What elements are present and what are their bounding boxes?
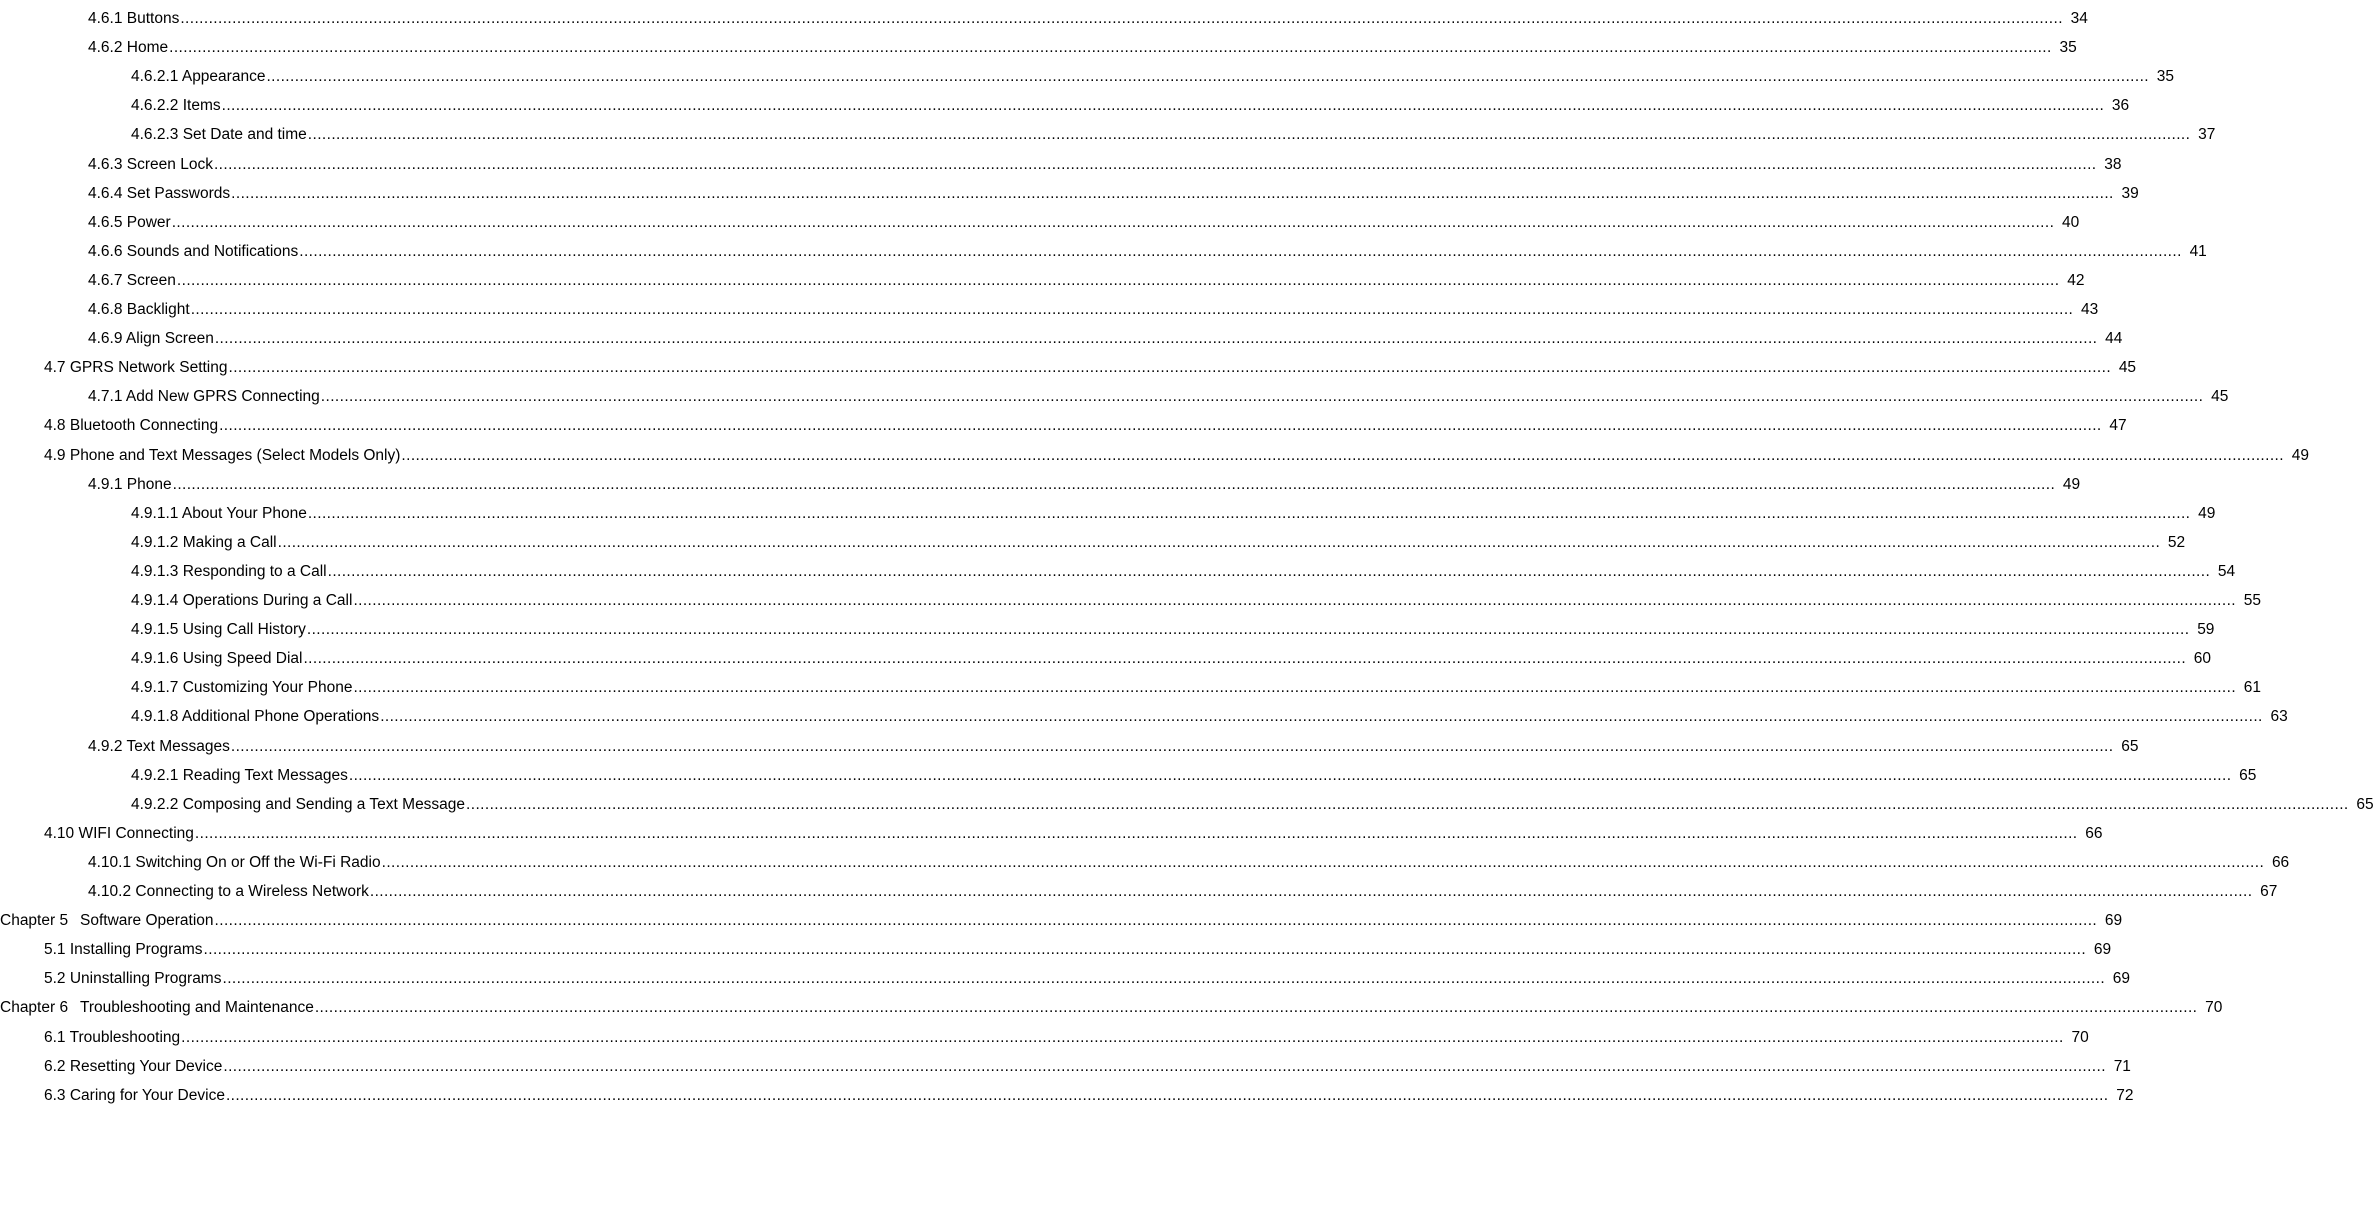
toc-entry-text: 4.6.2.3 Set Date and time — [131, 126, 307, 144]
toc-entry-text: 4.6.4 Set Passwords — [88, 184, 231, 202]
toc-dot-leader: ................................................................................................................................................................................................................................................................................................................................................................................................................ — [299, 242, 2182, 260]
toc-dot-leader: ................................................................................................................................................................................................................................................................................................................................................................................................................ — [169, 39, 2052, 57]
toc-page-number: 36 — [2111, 97, 2130, 115]
toc-entry-text: 4.7.1 Add New GPRS Connecting — [88, 388, 320, 406]
toc-entry-title[interactable] — [88, 214, 171, 232]
toc-chapter-entry[interactable] — [0, 904, 2123, 930]
toc-page-number: 69 — [2104, 912, 2123, 930]
toc-dot-leader: ................................................................................................................................................................................................................................................................................................................................................................................................................ — [172, 475, 2056, 493]
toc-page-number: 43 — [2081, 301, 2099, 318]
toc-dot-leader: ................................................................................................................................................................................................................................................................................................................................................................................................................ — [203, 941, 2087, 959]
toc-entry-text: 4.10.1 Switching On or Off the Wi-Fi Radio — [88, 853, 381, 871]
toc-entry-title[interactable] — [131, 796, 465, 814]
toc-entry-title[interactable] — [131, 679, 352, 697]
toc-entry-text: 4.9.1.2 Making a Call — [131, 533, 277, 551]
toc-entry-text: 4.6.7 Screen — [88, 271, 176, 289]
toc-entry-text: 4.9 Phone and Text Messages (Select Models Only) — [44, 446, 401, 464]
toc-page-number: 52 — [2167, 533, 2186, 551]
toc-page-number: 42 — [2067, 271, 2085, 289]
toc-entry[interactable] — [0, 584, 2261, 610]
toc-entry[interactable] — [0, 293, 2099, 319]
toc-page-number: 49 — [2062, 475, 2081, 493]
toc-entry[interactable] — [0, 962, 2131, 988]
toc-entry-title[interactable] — [0, 912, 214, 930]
toc-page-number: 54 — [2217, 562, 2236, 580]
toc-page-number: 66 — [2085, 824, 2103, 842]
toc-entry-text: 4.6.9 Align Screen — [88, 330, 214, 348]
toc-entry-text: 4.7 GPRS Network Setting — [44, 359, 228, 377]
toc-entry[interactable] — [0, 1021, 2089, 1047]
toc-entry-title[interactable] — [131, 592, 352, 610]
toc-entry[interactable] — [0, 759, 2257, 785]
toc-entry[interactable] — [0, 1050, 2131, 1076]
toc-entry[interactable] — [0, 351, 2137, 377]
toc-dot-leader: ................................................................................................................................................................................................................................................................................................................................................................................................................ — [230, 737, 2114, 755]
toc-page-number: 65 — [2356, 795, 2374, 813]
toc-entry[interactable] — [0, 177, 2139, 203]
toc-dot-leader: ................................................................................................................................................................................................................................................................................................................................................................................................................ — [353, 679, 2237, 697]
toc-entry-title[interactable] — [88, 738, 230, 756]
toc-entry-title[interactable] — [44, 1029, 180, 1047]
toc-entry-title[interactable] — [88, 272, 176, 290]
toc-entry[interactable] — [0, 409, 2127, 435]
toc-entry-title[interactable] — [0, 999, 314, 1017]
toc-entry-title[interactable] — [131, 708, 379, 726]
toc-dot-leader: ................................................................................................................................................................................................................................................................................................................................................................................................................ — [176, 271, 2060, 289]
toc-entry[interactable] — [0, 439, 2309, 465]
toc-entry-text: 6.3 Caring for Your Device — [44, 1086, 225, 1104]
toc-entry-title[interactable] — [88, 388, 320, 406]
toc-entry-text: 6.1 Troubleshooting — [44, 1028, 181, 1046]
toc-entry-text: 4.6.2.1 Appearance — [131, 68, 266, 86]
toc-page-number: 40 — [2062, 213, 2080, 231]
toc-page-number: 65 — [2121, 737, 2139, 755]
toc-entry[interactable] — [0, 642, 2212, 668]
toc-dot-leader: ................................................................................................................................................................................................................................................................................................................................................................................................................ — [320, 388, 2204, 406]
toc-entry-title[interactable] — [88, 243, 298, 261]
toc-entry[interactable] — [0, 497, 2216, 523]
toc-entry-text: 4.6.3 Screen Lock — [88, 155, 213, 173]
toc-page-number: 35 — [2059, 39, 2077, 57]
toc-entry-text: 4.9.1.5 Using Call History — [131, 621, 306, 639]
toc-dot-leader: ................................................................................................................................................................................................................................................................................................................................................................................................................ — [181, 1028, 2064, 1046]
toc-page-number: 72 — [2116, 1086, 2134, 1104]
toc-dot-leader: ................................................................................................................................................................................................................................................................................................................................................................................................................ — [223, 1057, 2106, 1075]
toc-dot-leader: ................................................................................................................................................................................................................................................................................................................................................................................................................ — [213, 155, 2097, 173]
toc-entry-title[interactable] — [44, 447, 400, 465]
toc-entry[interactable] — [0, 148, 2122, 174]
toc-entry[interactable] — [0, 817, 2103, 843]
toc-entry-text: 4.9.2.1 Reading Text Messages — [131, 766, 348, 784]
toc-entry[interactable] — [0, 31, 2077, 57]
toc-page-number: 70 — [2205, 999, 2223, 1017]
toc-page-number: 67 — [2260, 883, 2278, 900]
toc-chapter-label: Chapter 5 — [0, 912, 69, 930]
toc-entry-title[interactable] — [88, 185, 230, 203]
toc-entry[interactable] — [0, 671, 2262, 697]
toc-entry-text: 6.2 Resetting Your Device — [44, 1057, 223, 1075]
toc-dot-leader: ................................................................................................................................................................................................................................................................................................................................................................................................................ — [214, 330, 2098, 348]
toc-entry-title[interactable] — [44, 825, 194, 843]
toc-dot-leader: ................................................................................................................................................................................................................................................................................................................................................................................................................ — [307, 504, 2191, 522]
toc-entry-text: 4.9.1.6 Using Speed Dial — [131, 650, 303, 668]
toc-entry[interactable] — [0, 1079, 2134, 1105]
toc-entry-text: 4.9.1.1 About Your Phone — [131, 504, 307, 522]
toc-entry-text: 4.9.2 Text Messages — [88, 737, 230, 755]
toc-entry[interactable] — [0, 60, 2175, 86]
toc-entry-title[interactable] — [44, 1058, 222, 1076]
toc-entry[interactable] — [0, 788, 2374, 814]
toc-dot-leader: ................................................................................................................................................................................................................................................................................................................................................................................................................ — [307, 126, 2191, 144]
toc-dot-leader: ................................................................................................................................................................................................................................................................................................................................................................................................................ — [228, 359, 2112, 377]
toc-entry[interactable] — [0, 875, 2278, 901]
toc-page-number: 49 — [2198, 504, 2216, 522]
toc-page-number: 47 — [2109, 417, 2127, 435]
toc-entry-text: 4.9.1 Phone — [88, 475, 172, 493]
toc-page-number: 70 — [2071, 1028, 2089, 1046]
toc-entry[interactable] — [0, 380, 2229, 406]
toc-entry-title[interactable] — [131, 621, 306, 639]
toc-entry[interactable] — [0, 613, 2215, 639]
toc-entry-text: 4.6.2 Home — [88, 39, 169, 57]
toc-entry-title[interactable] — [88, 330, 214, 348]
toc-entry[interactable] — [0, 700, 2288, 726]
toc-entry-title[interactable] — [131, 650, 302, 668]
toc-page-number: 39 — [2121, 184, 2139, 202]
toc-entry-title[interactable] — [44, 1087, 225, 1105]
toc-entry-title[interactable] — [88, 883, 369, 901]
toc-dot-leader: ................................................................................................................................................................................................................................................................................................................................................................................................................ — [231, 184, 2114, 202]
toc-entry-title[interactable] — [44, 941, 203, 959]
toc-dot-leader: ................................................................................................................................................................................................................................................................................................................................................................................................................ — [380, 708, 2263, 726]
toc-entry[interactable] — [0, 206, 2080, 232]
toc-dot-leader: ................................................................................................................................................................................................................................................................................................................................................................................................................ — [401, 446, 2284, 464]
toc-entry-text: 4.9.2.2 Composing and Sending a Text Message — [131, 795, 466, 813]
toc-entry[interactable] — [0, 264, 2085, 290]
toc-page-number: 34 — [2070, 10, 2088, 27]
toc-entry[interactable] — [0, 89, 2130, 115]
toc-dot-leader: ................................................................................................................................................................................................................................................................................................................................................................................................................ — [225, 1086, 2109, 1104]
toc-entry-text: 5.1 Installing Programs — [44, 941, 203, 959]
toc-page-number: 35 — [2156, 68, 2175, 86]
toc-entry-text: 4.6.2.2 Items — [131, 97, 221, 115]
toc-entry-text: Troubleshooting and Maintenance — [80, 999, 314, 1017]
toc-entry-text: 5.2 Uninstalling Programs — [44, 970, 222, 988]
toc-dot-leader: ................................................................................................................................................................................................................................................................................................................................................................................................................ — [190, 301, 2074, 318]
toc-entry-text: 4.10.2 Connecting to a Wireless Network — [88, 883, 369, 900]
toc-dot-leader: ................................................................................................................................................................................................................................................................................................................................................................................................................ — [348, 766, 2232, 784]
toc-entry-title[interactable] — [44, 417, 218, 435]
toc-page-number: 45 — [2118, 359, 2137, 377]
toc-page-number: 69 — [2093, 941, 2112, 959]
toc-dot-leader: ................................................................................................................................................................................................................................................................................................................................................................................................................ — [194, 824, 2078, 842]
toc-entry[interactable] — [0, 322, 2123, 348]
toc-entry-text: 4.9.1.7 Customizing Your Phone — [131, 679, 353, 697]
toc-entry[interactable] — [0, 846, 2290, 872]
toc-entry-text: 4.8 Bluetooth Connecting — [44, 417, 219, 435]
toc-entry[interactable] — [0, 526, 2186, 552]
toc-entry-title[interactable] — [131, 97, 221, 115]
toc-dot-leader: ................................................................................................................................................................................................................................................................................................................................................................................................................ — [221, 97, 2105, 115]
toc-page-number: 44 — [2105, 330, 2123, 348]
toc-entry-title[interactable] — [44, 359, 228, 377]
toc-dot-leader: ................................................................................................................................................................................................................................................................................................................................................................................................................ — [266, 68, 2150, 86]
toc-entry[interactable] — [0, 235, 2207, 261]
toc-dot-leader: ................................................................................................................................................................................................................................................................................................................................................................................................................ — [306, 621, 2190, 639]
toc-dot-leader: ................................................................................................................................................................................................................................................................................................................................................................................................................ — [222, 970, 2106, 988]
toc-entry[interactable] — [0, 2, 2088, 28]
toc-entry-title[interactable] — [131, 534, 277, 552]
toc-page-number: 55 — [2243, 592, 2261, 609]
toc-dot-leader: ................................................................................................................................................................................................................................................................................................................................................................................................................ — [277, 533, 2161, 551]
toc-dot-leader: ................................................................................................................................................................................................................................................................................................................................................................................................................ — [381, 853, 2265, 871]
toc-entry-text: Software Operation — [80, 912, 214, 930]
toc-page-number: 71 — [2113, 1057, 2131, 1075]
toc-chapter-entry[interactable] — [0, 991, 2223, 1017]
toc-entry-text: 4.6.5 Power — [88, 213, 171, 231]
toc-entry-title[interactable] — [44, 970, 221, 988]
toc-entry-title[interactable] — [88, 39, 168, 57]
toc-dot-leader: ................................................................................................................................................................................................................................................................................................................................................................................................................ — [353, 592, 2236, 609]
toc-entry[interactable] — [0, 730, 2139, 756]
toc-dot-leader: ................................................................................................................................................................................................................................................................................................................................................................................................................ — [369, 883, 2253, 900]
toc-page-number: 61 — [2243, 679, 2262, 697]
toc-entry-title[interactable] — [88, 301, 190, 319]
toc-entry-title[interactable] — [131, 505, 307, 523]
toc-entry-text: 4.6.1 Buttons — [88, 10, 180, 27]
toc-dot-leader: ................................................................................................................................................................................................................................................................................................................................................................................................................ — [314, 999, 2198, 1017]
toc-chapter-label: Chapter 6 — [0, 999, 69, 1017]
toc-entry-text: 4.9.1.4 Operations During a Call — [131, 592, 353, 609]
toc-entry-text: 4.9.1.8 Additional Phone Operations — [131, 708, 380, 726]
toc-dot-leader: ................................................................................................................................................................................................................................................................................................................................................................................................................ — [171, 213, 2055, 231]
toc-page-number: 69 — [2112, 970, 2131, 988]
toc-dot-leader: ................................................................................................................................................................................................................................................................................................................................................................................................................ — [327, 562, 2211, 580]
toc-entry[interactable] — [0, 118, 2216, 144]
toc-dot-leader: ................................................................................................................................................................................................................................................................................................................................................................................................................ — [466, 795, 2349, 813]
toc-page-number: 38 — [2104, 155, 2122, 173]
toc-page-number: 63 — [2270, 708, 2288, 726]
toc-entry[interactable] — [0, 555, 2236, 581]
toc-entry-title[interactable] — [88, 854, 381, 872]
toc-entry[interactable] — [0, 933, 2112, 959]
toc-page-number: 65 — [2239, 766, 2257, 784]
toc-entry-text: 4.6.8 Backlight — [88, 301, 190, 318]
toc-entry-title[interactable] — [131, 563, 327, 581]
toc-entry-title[interactable] — [88, 156, 213, 174]
toc-dot-leader: ................................................................................................................................................................................................................................................................................................................................................................................................................ — [303, 650, 2187, 668]
toc-page-number: 66 — [2271, 853, 2290, 871]
toc-entry-title[interactable] — [131, 126, 307, 144]
toc-entry-title[interactable] — [131, 767, 348, 785]
toc-entry-title[interactable] — [131, 68, 265, 86]
toc-dot-leader: ................................................................................................................................................................................................................................................................................................................................................................................................................ — [180, 10, 2063, 27]
toc-page-number: 41 — [2189, 242, 2207, 260]
toc-entry-text: 4.9.1.3 Responding to a Call — [131, 562, 327, 580]
toc-dot-leader: ................................................................................................................................................................................................................................................................................................................................................................................................................ — [214, 912, 2098, 930]
toc-entry[interactable] — [0, 468, 2081, 494]
toc-entry-text: 4.10 WIFI Connecting — [44, 824, 194, 842]
toc-entry-text: 4.6.6 Sounds and Notifications — [88, 242, 299, 260]
toc-entry-title[interactable] — [88, 10, 179, 28]
toc-dot-leader: ................................................................................................................................................................................................................................................................................................................................................................................................................ — [219, 417, 2102, 435]
toc-page-number: 37 — [2198, 126, 2216, 144]
toc-entry-title[interactable] — [88, 476, 172, 494]
toc-page-number: 49 — [2291, 446, 2309, 464]
toc-page-number: 45 — [2211, 388, 2229, 406]
toc-page-number: 60 — [2193, 650, 2212, 668]
toc-page-number: 59 — [2197, 621, 2215, 639]
